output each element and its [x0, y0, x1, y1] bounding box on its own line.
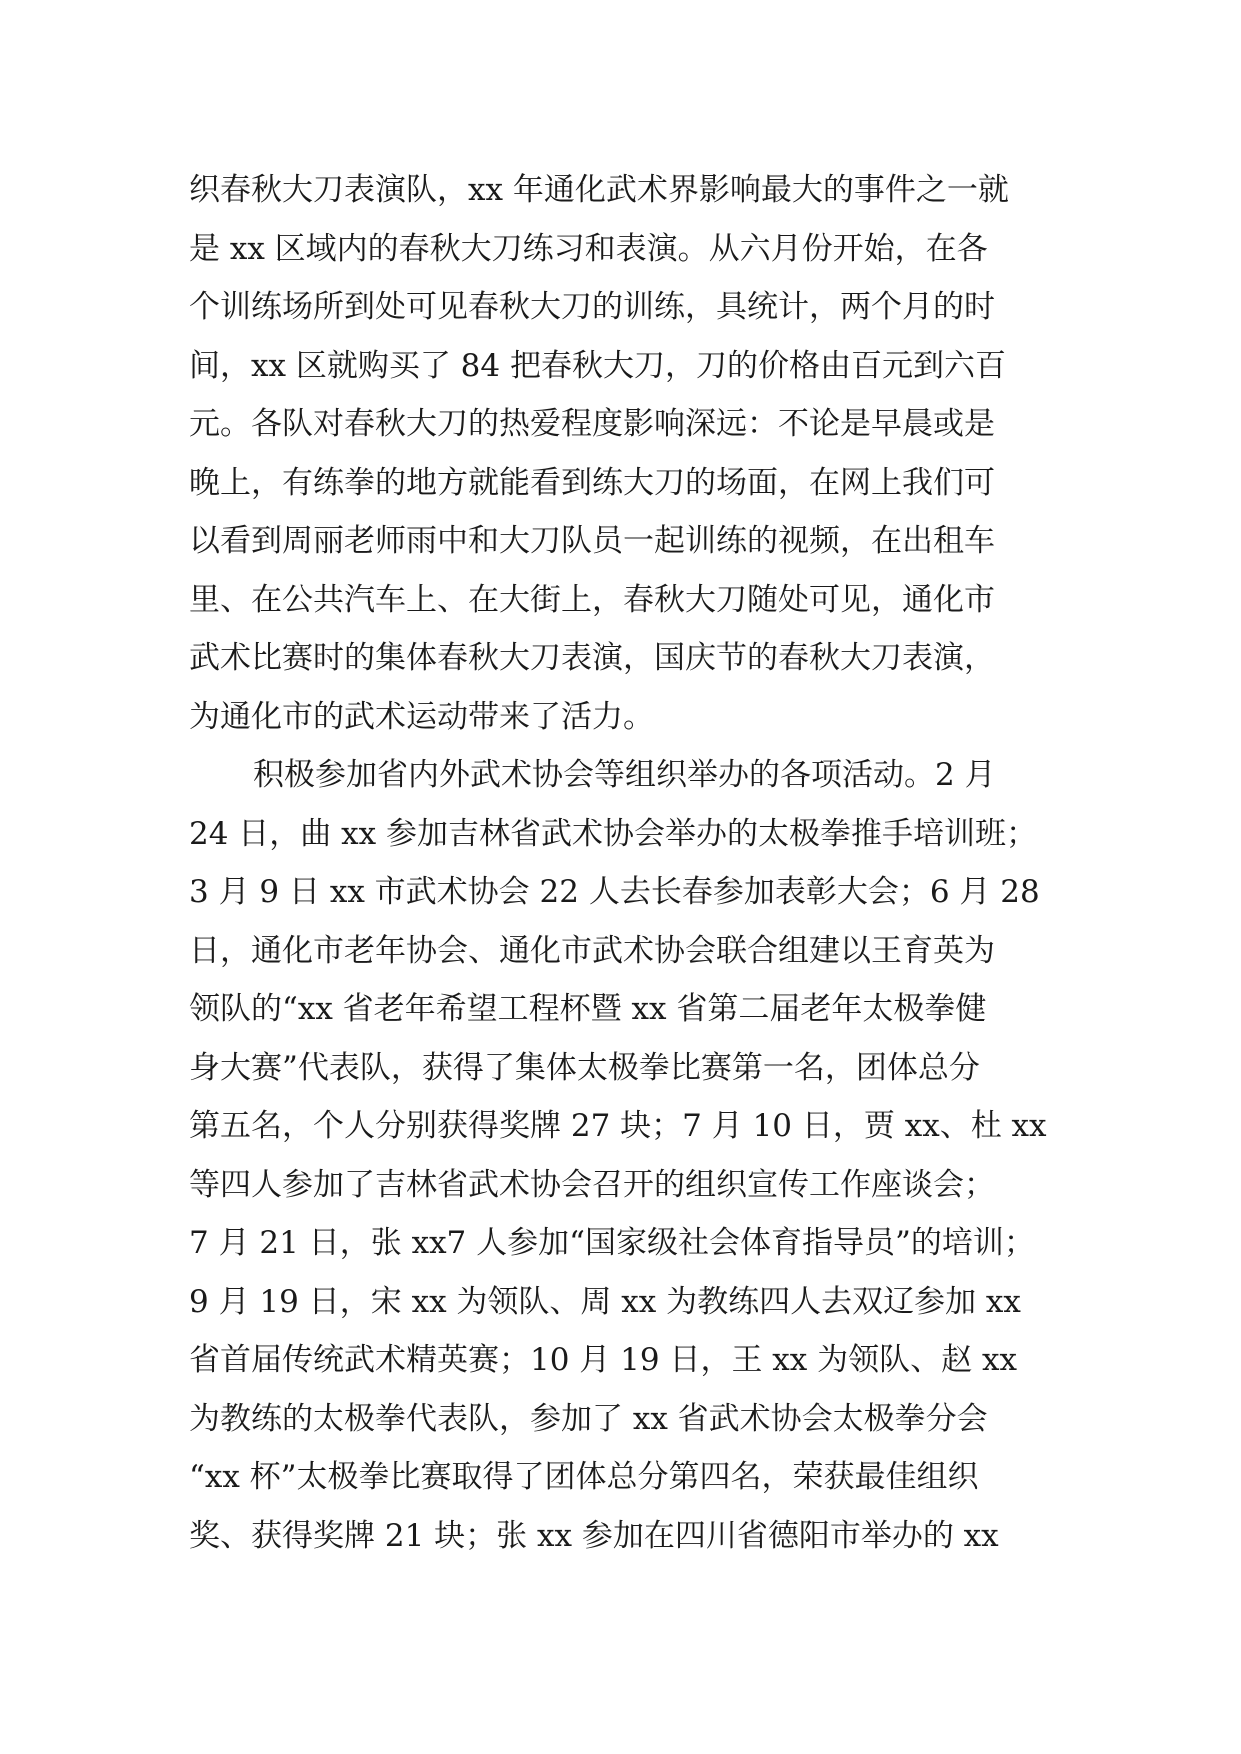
paragraph-line: 24 日，曲 xx 参加吉林省武术协会举办的太极拳推手培训班；: [189, 815, 1037, 852]
paragraph-line: 个训练场所到处可见春秋大刀的训练，具统计，两个月的时: [189, 289, 995, 325]
paragraph-line: 是 xx 区域内的春秋大刀练习和表演。从六月份开始，在各: [189, 230, 988, 267]
paragraph-line: 元。各队对春秋大刀的热爱程度影响深远：不论是早晨或是: [189, 406, 995, 442]
paragraph-line: 以看到周丽老师雨中和大刀队员一起训练的视频，在出租车: [189, 523, 995, 559]
paragraph-line: 7 月 21 日，张 xx7 人参加“国家级社会体育指导员”的培训；: [189, 1225, 1035, 1261]
paragraph-line: 为通化市的武术运动带来了活力。: [189, 698, 654, 735]
paragraph-line: 奖、获得奖牌 21 块；张 xx 参加在四川省德阳市举办的 xx: [189, 1517, 999, 1554]
paragraph-line: 里、在公共汽车上、在大街上，春秋大刀随处可见，通化市: [189, 581, 995, 618]
paragraph-line: 领队的“xx 省老年希望工程杯暨 xx 省第二届老年太极拳健: [189, 991, 987, 1027]
paragraph-line: 身大赛”代表队，获得了集体太极拳比赛第一名，团体总分: [189, 1049, 980, 1086]
document-body: [189, 161, 1069, 1565]
paragraph-2: [189, 746, 1069, 1565]
paragraph-1: [189, 161, 1069, 746]
paragraph-line: 间，xx 区就购买了 84 把春秋大刀，刀的价格由百元到六百: [189, 347, 1006, 384]
paragraph-line: 3 月 9 日 xx 市武术协会 22 人去长春参加表彰大会；6 月 28: [189, 874, 1040, 910]
paragraph-line: 积极参加省内外武术协会等组织举办的各项活动。2 月: [253, 757, 996, 793]
paragraph-line: 省首届传统武术精英赛；10 月 19 日，王 xx 为领队、赵 xx: [189, 1342, 1017, 1378]
paragraph-line: 武术比赛时的集体春秋大刀表演，国庆节的春秋大刀表演，: [189, 640, 995, 676]
paragraph-line: 晚上，有练拳的地方就能看到练大刀的场面，在网上我们可: [189, 464, 995, 501]
paragraph-line: 为教练的太极拳代表队，参加了 xx 省武术协会太极拳分会: [189, 1400, 988, 1437]
paragraph-line: 9 月 19 日，宋 xx 为领队、周 xx 为教练四人去双辽参加 xx: [189, 1283, 1021, 1320]
paragraph-line: 等四人参加了吉林省武术协会召开的组织宣传工作座谈会；: [189, 1166, 995, 1203]
paragraph-line: 第五名，个人分别获得奖牌 27 块；7 月 10 日，贾 xx、杜 xx: [189, 1108, 1047, 1144]
paragraph-line: 日，通化市老年协会、通化市武术协会联合组建以王育英为: [189, 932, 995, 969]
paragraph-line: “xx 杯”太极拳比赛取得了团体总分第四名，荣获最佳组织: [189, 1459, 979, 1495]
paragraph-line: 织春秋大刀表演队，xx 年通化武术界影响最大的事件之一就: [189, 172, 1009, 208]
